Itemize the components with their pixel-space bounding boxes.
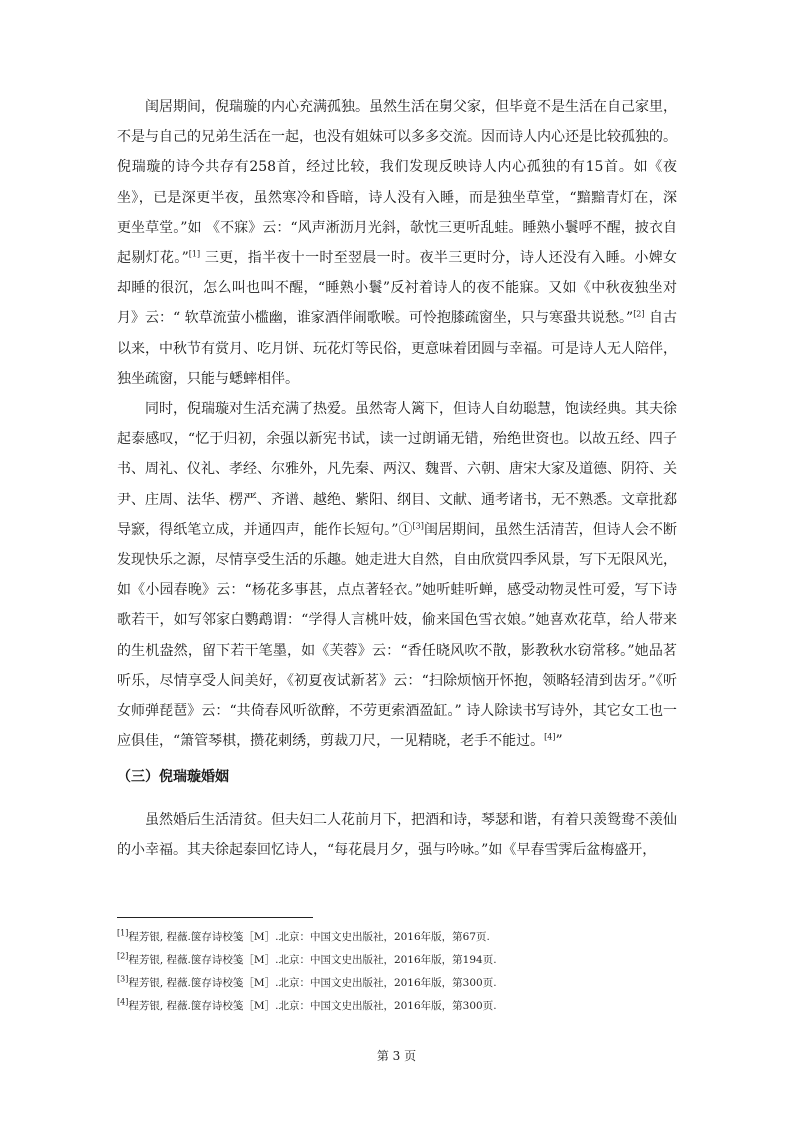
footnote-mark: [1] <box>117 928 129 938</box>
footnote-3 <box>117 972 677 995</box>
section-heading: （三）倪瑞璇婚姻 <box>117 769 229 786</box>
paragraph-love-of-life <box>117 394 677 756</box>
paragraph-text: 闺居期间，倪瑞璇的内心充满孤独。虽然生活在舅父家，但毕竟不是生活在自己家里，不是与自己的兄弟生活在一起，也没有姐妹可以多多交流。因而诗人内心还是比较孤独的。倪瑞璇的诗今共存有258首，经过比较，我们发现反映诗人内心孤独的有15首。如《夜坐》，已是深更半夜，虽然寒冷和昏暗，诗人没有入睡，而是独坐草堂，“黯黯青灯在，深更坐草堂。”如 《不寐》云：“风声淅沥月光斜，欹忱三更听乱蛙。睡熟小鬟呼不醒，披衣自起剔灯花。” <box>117 99 677 267</box>
footnote-1 <box>117 926 677 949</box>
citation-mark: [4] <box>544 732 556 742</box>
citation-mark: [1] <box>188 249 201 259</box>
citation-mark: [2] <box>633 309 645 319</box>
footnote-text: 程芳银, 程薇.箧存诗校笺［M］.北京：中国文史出版社，2016年版，第194页. <box>128 954 497 966</box>
paragraph-loneliness <box>117 92 677 394</box>
footnote-mark: [3] <box>117 974 129 984</box>
body-text <box>117 92 677 865</box>
paragraph-text: 闺居期间，虽然生活清苦，但诗人会不断发现快乐之源，尽情享受生活的乐趣。她走进大自然，自由欣赏四季风景，写下无限风光，如《小园春晚》云：“杨花多事甚，点点著轻衣。”她听蛙听蝉，感受动物灵性可爱，写下诗歌若干，如写邻家白鹦鹉谓：“学得人言桃叶妓，偷来国色雪衣娘。”她喜欢花草，给人带来的生机盎然，留下若干笔墨，如《芙蓉》云：“香任晓风吹不散，影教秋水窃常移。”她品茗听乐，尽情享受人间美好，《初夏夜试新茗》云：“扫除烦恼开怀抱，领略轻清到齿牙。”《听女师弹琵琶》云：“共倚春风听欲醉，不劳更索酒盈缸。” 诗人除读书写诗外，其它女工也一应俱佳，“箫管琴棋，攒花刺绣，剪裁刀尺，一见精晓，老手不能过。 <box>117 521 677 750</box>
footnote-text: 程芳银, 程薇.箧存诗校笺［M］.北京：中国文史出版社，2016年版，第300页. <box>128 1000 497 1012</box>
footnote-mark: [4] <box>117 997 129 1007</box>
citation-mark: [3] <box>412 521 424 531</box>
paragraph-text: 三更，指半夜十一时至翌晨一时。夜半三更时分，诗人还没有入睡。小婢女却睡的很沉，怎么叫也叫不醒，“睡熟小鬟”反衬着诗人的夜不能寐。又如《中秋夜独坐对月》云：“ 软草流萤小槛幽，谁家酒伴闹歌喉。可怜抱膝疏窗坐，只与寒蛩共说愁。” <box>117 250 677 327</box>
paragraph-text: 自古以来，中秋节有赏月、吃月饼、玩花灯等民俗，更意味着团圆与幸福。可是诗人无人陪伴，独坐疏窗，只能与蟋蟀相伴。 <box>117 310 678 387</box>
footnote-text: 程芳银, 程薇.箧存诗校笺［M］.北京：中国文史出版社，2016年版，第67页. <box>128 931 490 943</box>
footnote-separator <box>117 917 313 918</box>
footnote-mark: [2] <box>117 951 129 961</box>
paragraph-marriage: 虽然婚后生活清贫。但夫妇二人花前月下，把酒和诗，琴瑟和谐，有着只羡鸳鸯不羡仙的小幸福。其夫徐起泰回忆诗人，“每花晨月夕，强与吟咏。”如《早春雪霁后盆梅盛开， <box>117 811 677 858</box>
paragraph-text: ” <box>555 733 563 750</box>
page-number: 第 3 页 <box>376 1049 417 1063</box>
footnote-2 <box>117 949 677 972</box>
footnotes <box>117 926 677 1018</box>
footnote-4 <box>117 995 677 1018</box>
footnote-text: 程芳银, 程薇.箧存诗校笺［M］.北京：中国文史出版社，2016年版，第300页. <box>128 977 497 989</box>
paragraph-text: 同时，倪瑞璇对生活充满了热爱。虽然寄人篱下，但诗人自幼聪慧，饱读经典。其夫徐起泰感叹，“忆于归初，余强以新宪书试，读一过朗诵无错，殆绝世资也。以故五经、四子书、周礼、仪礼、孝经、尔雅外，凡先秦、两汉、魏晋、六朝、唐宋大家及道德、阴符、关尹、庄周、法华、楞严、齐谱、越绝、紫阳、纲目、文献、通考诸书，无不熟悉。文章批郄导窾，得纸笔立成，并通四声，能作长短句。”① <box>117 401 677 538</box>
